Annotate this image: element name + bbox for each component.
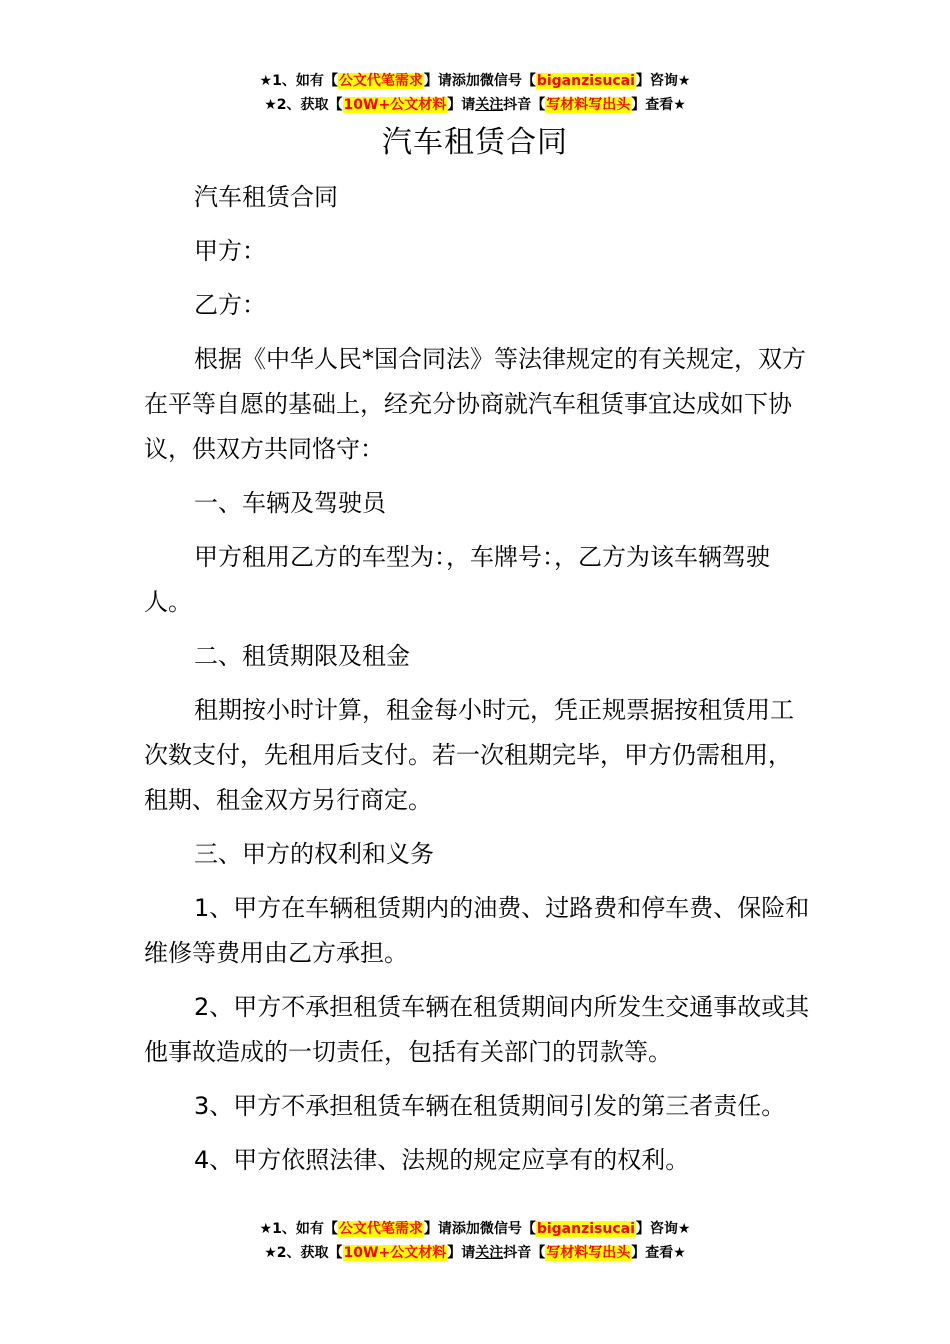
paragraph: 根据《中华人民*国合同法》等法律规定的有关规定，双方在平等自愿的基础上，经充分协商就汽车租赁事宜达成如下协议，供双方共同恪守： <box>144 345 806 463</box>
promo-highlight-materials: 10W+公文材料 <box>343 1245 447 1261</box>
promo-line-2: ★2、获取【10W+公文材料】请关注抖音【写材料写出头】查看★ <box>264 97 686 113</box>
list-item: 1、甲方在车辆租赁期内的油费、过路费和停车费、保险和维修等费用由乙方承担。 <box>144 894 810 967</box>
document-body <box>144 175 812 1192</box>
promo-wechat-id: biganzisucai <box>536 1221 635 1237</box>
paragraph: 租期按小时计算，租金每小时元，凭正规票据按租赁用工次数支付，先租用后支付。若一次租期完毕，甲方仍需租用，租期、租金双方另行商定。 <box>144 696 794 814</box>
list-item: 4、甲方依照法律、法规的规定应享有的权利。 <box>194 1146 690 1174</box>
promo-highlight-service: 公文代笔需求 <box>338 1221 423 1237</box>
section-heading: 二、租赁期限及租金 <box>194 642 410 670</box>
list-item: 2、甲方不承担租赁车辆在租赁期间内所发生交通事故或其他事故造成的一切责任，包括有关部门的罚款等。 <box>144 993 810 1066</box>
section-heading: 一、车辆及驾驶员 <box>194 489 386 517</box>
paragraph: 汽车租赁合同 <box>194 183 338 211</box>
promo-highlight-materials: 10W+公文材料 <box>343 97 447 113</box>
star-icon: ★ <box>259 73 273 89</box>
document-title: 汽车租赁合同 <box>382 125 568 160</box>
star-icon: ★ <box>677 73 691 89</box>
promo-line-2: ★2、获取【10W+公文材料】请关注抖音【写材料写出头】查看★ <box>264 1245 686 1261</box>
paragraph: 甲方租用乙方的车型为：，车牌号：，乙方为该车辆驾驶人。 <box>144 543 770 616</box>
promo-douyin-account: 写材料写出头 <box>546 97 631 113</box>
list-item: 3、甲方不承担租赁车辆在租赁期间引发的第三者责任。 <box>194 1092 786 1120</box>
paragraph: 甲方： <box>194 237 266 265</box>
promo-douyin-account: 写材料写出头 <box>546 1245 631 1261</box>
paragraph: 乙方： <box>194 291 266 319</box>
promo-wechat-id: biganzisucai <box>536 73 635 89</box>
star-icon: ★ <box>677 1221 691 1237</box>
star-icon: ★ <box>264 1245 277 1261</box>
promo-line-1: ★1、如有【公文代笔需求】请添加微信号【biganzisucai】咨询★ <box>259 1221 691 1237</box>
promo-header <box>0 69 950 117</box>
star-icon: ★ <box>259 1221 273 1237</box>
star-icon: ★ <box>673 97 686 113</box>
section-heading: 三、甲方的权利和义务 <box>194 840 434 868</box>
star-icon: ★ <box>264 97 277 113</box>
promo-highlight-service: 公文代笔需求 <box>338 73 423 89</box>
promo-line-1: ★1、如有【公文代笔需求】请添加微信号【biganzisucai】咨询★ <box>259 73 691 89</box>
star-icon: ★ <box>673 1245 686 1261</box>
promo-footer <box>0 1217 950 1265</box>
